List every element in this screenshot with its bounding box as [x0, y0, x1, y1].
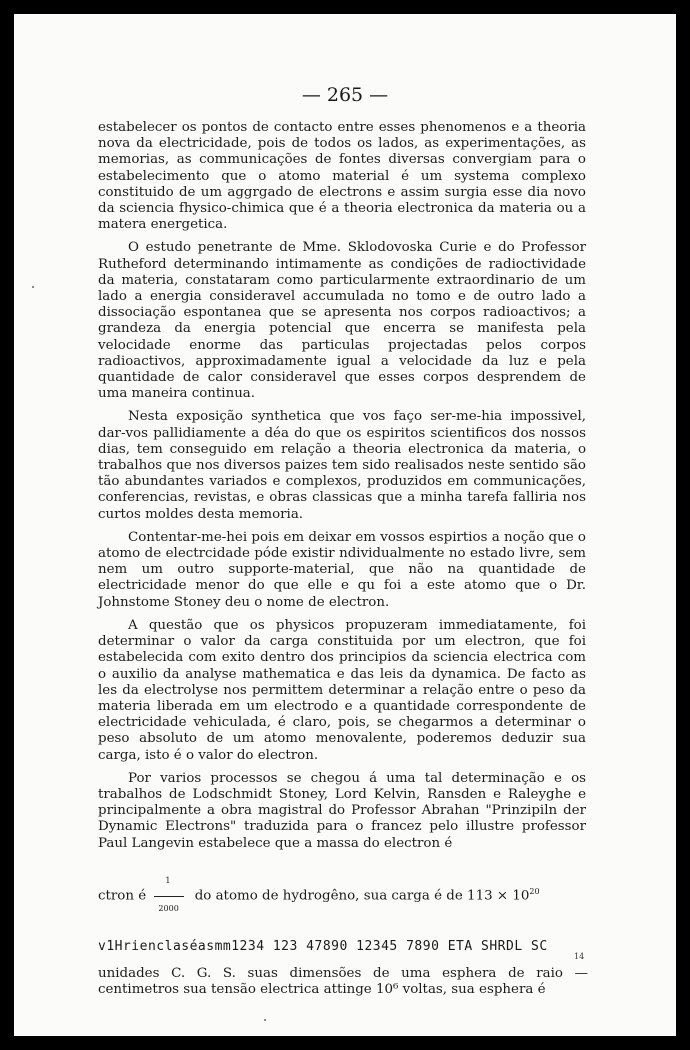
paragraph-6: Por varios processos se chegou á uma tal determinação e os trabalhos de Lodschmidt Stoney, Lord Kelvin, Ransden e Raleyghe e principalmente a obra magistral do Professor Abrahan "Prinzipiln der Dynamic Electrons" traduzida para o francez pelo illustre professor Paul Langevin estabelece que a massa do electron é: [98, 770, 586, 851]
formula-prefix: ctron é: [98, 888, 147, 904]
document-page: [14, 14, 676, 1036]
page-number: — 265 —: [301, 84, 389, 106]
fraction-numerator: 1: [165, 875, 171, 885]
formula-exponent: 20: [529, 887, 540, 896]
paragraph-2: O estudo penetrante de Mme. Sklodovoska Curie e do Professor Rutheford determinando intimamente as condições de radioctividade da materia, constataram como particularmente extraordinario de um lado a energia consideravel accumulada no tomo e de outro lado a dissociação espontanea que se apresenta nos corpos radioactivos; a grandeza da energia potencial que encerra se manifesta pela velocidade enorme das particulas projectadas pelos corpos radioactivos, approximadamente igual a velocidade da luz e pela quantidade de calor consideravel que esses corpos desprendem de uma maneira continua.: [98, 240, 586, 402]
footer-paragraph: unidades C. G. S. suas dimensões de uma esphera de raio — centimetros sua tensão electrica attinge 10⁶ voltas, sua esphera é: [98, 966, 588, 998]
scan-speck: [264, 1019, 266, 1021]
mass-formula: [98, 875, 588, 917]
body-text: [98, 120, 586, 859]
formula-suffix: do atomo de hydrogêno, sua carga é de 113 × 10: [194, 888, 530, 904]
printer-test-subscript: 14: [574, 952, 585, 961]
fraction-bar: [154, 896, 184, 897]
fraction: [154, 875, 186, 913]
printer-test-line: v1Hrienclaséasmm1234 123 47890 12345 7890 ETA SHRDL SC: [98, 939, 548, 954]
paragraph-3: Nesta exposição synthetica que vos faço ser-me-hia impossivel, dar-vos pallidiamente a déa do que os espiritos scientificos dos nossos dias, tem conseguido em relação a theoria electronica da materia, o trabalhos que nos diversos paizes tem sido realisados neste sentido são tão abundantes variados e complexos, produzidos em communicações, conferencias, revistas, e obras classicas que a minha tarefa falliria nos curtos moldes desta memoria.: [98, 409, 586, 522]
paragraph-1: estabelecer os pontos de contacto entre esses phenomenos e a theoria nova da electricidade, pois de todos os lados, as experimentações, as memorias, as communicações de fontes diversas convergiam para o estabelecimento que o atomo material é um systema complexo constituido de um aggrgado de electrons e assim surgia esse dia novo da sciencia fhysico-chimica que é a theoria electronica da materia ou a matera energetica.: [98, 120, 586, 233]
fraction-denominator: 2000: [158, 903, 179, 913]
scan-speck: [32, 286, 34, 288]
paragraph-5: A questão que os physicos propuzeram immediatamente, foi determinar o valor da carga constituida por um electron, que foi estabelecida com exito dentro dos principios da sciencia electrica com o auxilio da analyse mathematica e das leis da dynamica. De facto as les da electrolyse nos permittem determinar a relação entre o peso da materia liberada em um electrodo e a quantidade correspondente de electricidade vehiculada, é claro, pois, se chegarmos a determinar o peso absoluto de um atomo menovalente, poderemos deduzir sua carga, isto é o valor do electron.: [98, 617, 586, 763]
paragraph-4: Contentar-me-hei pois em deixar em vossos espirtios a noção que o atomo de electrcidade póde existir ndividualmente no estado livre, sem nem um outro supporte-material, que não na quantidade de electricidade menor do que elle e qu foi a este atomo que o Dr. Johnstome Stoney deu o nome de electron.: [98, 529, 586, 610]
